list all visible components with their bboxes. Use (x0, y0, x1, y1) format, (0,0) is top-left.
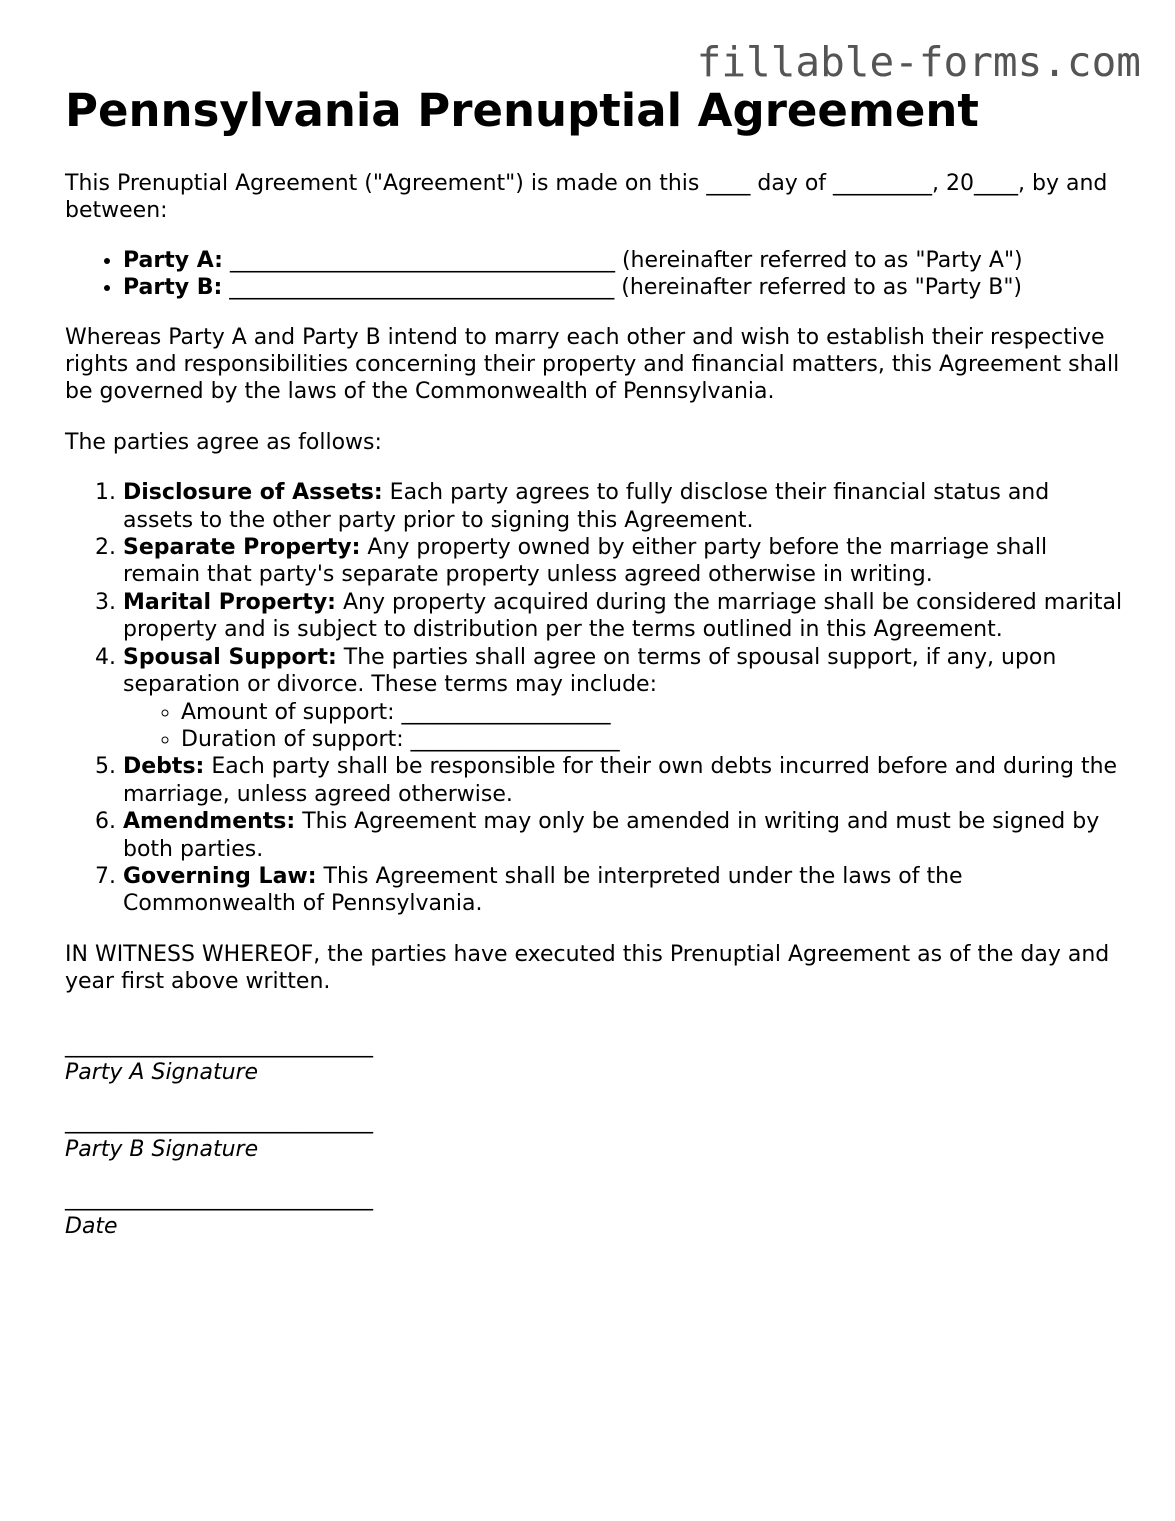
whereas-paragraph: Whereas Party A and Party B intend to marry each other and wish to establish their respective rights and responsibilities concerning their property and financial matters, this Agreement shall be governed by the laws of the Commonwealth of Pennsylvania. (65, 324, 1120, 405)
party-b-label: Party B: (123, 275, 223, 301)
party-b-signature-block (65, 1108, 1125, 1163)
date-signature-label: Date (65, 1213, 118, 1239)
party-a-field[interactable]: ___________________________________ (hereinafter referred to as "Party A") (222, 247, 1023, 273)
date-signature-line[interactable]: ____________________________ (65, 1186, 373, 1212)
term-governing-law (123, 863, 1125, 918)
agree-intro: The parties agree as follows: (65, 429, 382, 455)
term-text: This Agreement shall be interpreted under the laws of the Commonwealth of Pennsylvania. (123, 863, 963, 917)
term-label: Spousal Support: (123, 644, 337, 670)
terms-list (65, 479, 1125, 918)
support-amount-field[interactable]: ◦ Amount of support: ___________________ (181, 699, 1125, 726)
witness-paragraph: IN WITNESS WHEREOF, the parties have executed this Prenuptial Agreement as of the day and year first above written. (65, 941, 1110, 995)
support-sublist (123, 699, 1125, 754)
party-a-item (123, 247, 1125, 274)
term-text: Each party shall be responsible for their own debts incurred before and during the marriage, unless agreed otherwise. (123, 754, 1118, 807)
term-amendments (123, 808, 1125, 863)
document-page (65, 84, 1125, 1240)
term-disclosure (123, 479, 1125, 534)
term-label: Amendments: (123, 809, 296, 835)
page-title: Pennsylvania Prenuptial Agreement (65, 84, 979, 137)
term-text: Any property acquired during the marriage shall be considered marital property and is subject to distribution per the terms outlined in this Agreement. (123, 589, 1123, 643)
date-signature-block (65, 1185, 1125, 1240)
party-a-signature-block (65, 1032, 1125, 1087)
party-b-item (123, 274, 1125, 301)
term-label: Disclosure of Assets: (123, 480, 383, 506)
term-text: The parties shall agree on terms of spousal support, if any, upon separation or divorce. These terms may include: (123, 644, 1057, 698)
term-spousal-support (123, 644, 1125, 754)
term-label: Separate Property: (123, 535, 361, 561)
term-text: Each party agrees to fully disclose their financial status and assets to the other party prior to signing this Agreement. (123, 480, 1050, 533)
term-text: Any property owned by either party before the marriage shall remain that party's separate property unless agreed otherwise in writing. (123, 535, 1048, 588)
intro-paragraph: This Prenuptial Agreement ("Agreement") is made on this ____ day of _________, 20____, by and between: (65, 171, 1108, 224)
party-a-label: Party A: (123, 247, 223, 273)
party-a-signature-label: Party A Signature (65, 1059, 259, 1085)
support-duration-field[interactable]: ◦ Duration of support: ___________________ (181, 726, 1125, 753)
term-label: Debts: (123, 754, 205, 780)
term-marital-property (123, 589, 1125, 644)
term-label: Marital Property: (123, 589, 336, 615)
parties-list (65, 247, 1125, 302)
term-text: This Agreement may only be amended in writing and must be signed by both parties. (123, 809, 1100, 862)
term-debts (123, 753, 1125, 808)
party-b-signature-label: Party B Signature (65, 1136, 259, 1162)
term-separate-property (123, 534, 1125, 589)
party-b-field[interactable]: ___________________________________ (hereinafter referred to as "Party B") (222, 275, 1023, 301)
watermark: fillable-forms.com (696, 38, 1141, 86)
party-a-signature-line[interactable]: ____________________________ (65, 1032, 373, 1058)
party-b-signature-line[interactable]: ____________________________ (65, 1109, 373, 1135)
term-label: Governing Law: (123, 863, 317, 889)
